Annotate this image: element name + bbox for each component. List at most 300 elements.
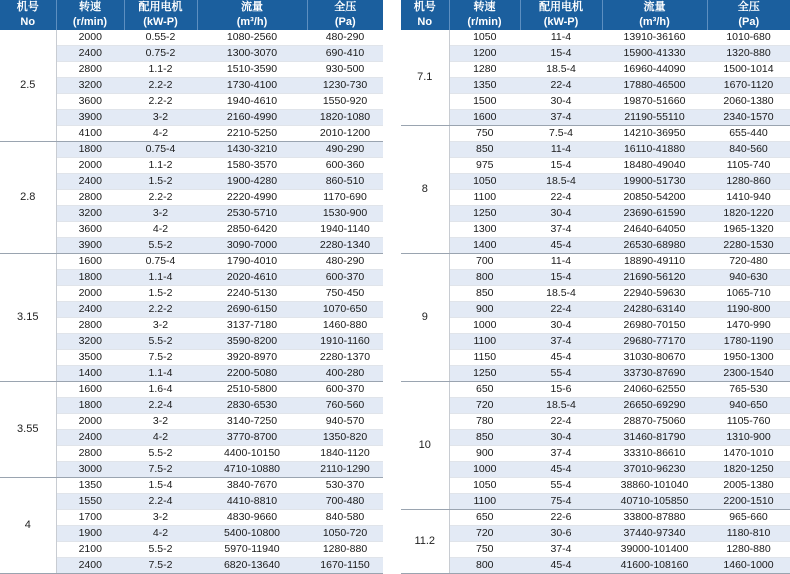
table-row: [401, 142, 790, 158]
motor-cell: 45-4: [520, 558, 602, 574]
table-row: [0, 142, 383, 158]
table-row: [0, 558, 383, 574]
motor-cell: 4-2: [124, 126, 197, 142]
pressure-cell: 1530-900: [307, 206, 383, 222]
speed-cell: 1100: [449, 190, 520, 206]
fan-number-cell: 8: [401, 126, 449, 254]
motor-cell: 1.6-4: [124, 382, 197, 398]
table-row: [0, 366, 383, 382]
speed-cell: 1100: [449, 494, 520, 510]
flow-cell: 2530-5710: [197, 206, 307, 222]
motor-cell: 15-4: [520, 270, 602, 286]
pressure-cell: 765-530: [707, 382, 790, 398]
header-speed-en: (r/min): [449, 15, 520, 30]
motor-cell: 3-2: [124, 206, 197, 222]
table-row: [0, 478, 383, 494]
speed-cell: 2000: [56, 30, 124, 46]
table-row: [0, 206, 383, 222]
speed-cell: 780: [449, 414, 520, 430]
motor-cell: 30-4: [520, 94, 602, 110]
flow-cell: 33730-87690: [602, 366, 707, 382]
motor-cell: 1.1-2: [124, 158, 197, 174]
motor-cell: 1.5-2: [124, 174, 197, 190]
motor-cell: 11-4: [520, 30, 602, 46]
flow-cell: 1940-4610: [197, 94, 307, 110]
motor-cell: 45-4: [520, 462, 602, 478]
flow-cell: 31460-81790: [602, 430, 707, 446]
pressure-cell: 1105-760: [707, 414, 790, 430]
speed-cell: 1050: [449, 478, 520, 494]
speed-cell: 850: [449, 142, 520, 158]
pressure-cell: 690-410: [307, 46, 383, 62]
flow-cell: 41600-108160: [602, 558, 707, 574]
header-row-en: [0, 15, 383, 30]
flow-cell: 39000-101400: [602, 542, 707, 558]
table-row: [0, 254, 383, 270]
table-row: [401, 526, 790, 542]
motor-cell: 2.2-2: [124, 302, 197, 318]
motor-cell: 75-4: [520, 494, 602, 510]
motor-cell: 37-4: [520, 446, 602, 462]
motor-cell: 7.5-2: [124, 558, 197, 574]
flow-cell: 2200-5080: [197, 366, 307, 382]
speed-cell: 975: [449, 158, 520, 174]
flow-cell: 22940-59630: [602, 286, 707, 302]
flow-cell: 23690-61590: [602, 206, 707, 222]
speed-cell: 1280: [449, 62, 520, 78]
table-row: [401, 414, 790, 430]
header-speed-cn: 转速: [449, 0, 520, 15]
motor-cell: 2.2-2: [124, 94, 197, 110]
motor-cell: 1.1-4: [124, 366, 197, 382]
flow-cell: 26650-69290: [602, 398, 707, 414]
pressure-cell: 1460-880: [307, 318, 383, 334]
motor-cell: 55-4: [520, 366, 602, 382]
motor-cell: 2.2-4: [124, 494, 197, 510]
pressure-cell: 1820-1220: [707, 206, 790, 222]
pressure-cell: 1050-720: [307, 526, 383, 542]
speed-cell: 3900: [56, 238, 124, 254]
flow-cell: 24640-64050: [602, 222, 707, 238]
speed-cell: 2800: [56, 190, 124, 206]
table-row: [0, 302, 383, 318]
header-no-en: No: [401, 15, 449, 30]
table-row: [401, 222, 790, 238]
flow-cell: 14210-36950: [602, 126, 707, 142]
speed-cell: 800: [449, 270, 520, 286]
table-row: [401, 286, 790, 302]
flow-cell: 33800-87880: [602, 510, 707, 526]
motor-cell: 37-4: [520, 222, 602, 238]
flow-cell: 2020-4610: [197, 270, 307, 286]
pressure-cell: 400-280: [307, 366, 383, 382]
table-row: [401, 494, 790, 510]
header-pressure-cn: 全压: [307, 0, 383, 15]
table-row: [401, 206, 790, 222]
pressure-cell: 1180-810: [707, 526, 790, 542]
speed-cell: 3500: [56, 350, 124, 366]
table-row: [401, 254, 790, 270]
speed-cell: 900: [449, 302, 520, 318]
motor-cell: 30-6: [520, 526, 602, 542]
flow-cell: 3770-8700: [197, 430, 307, 446]
motor-cell: 45-4: [520, 350, 602, 366]
motor-cell: 11-4: [520, 142, 602, 158]
table-row: [401, 318, 790, 334]
pressure-cell: 2060-1380: [707, 94, 790, 110]
pressure-cell: 2340-1570: [707, 110, 790, 126]
flow-cell: 4830-9660: [197, 510, 307, 526]
table-row: [401, 238, 790, 254]
motor-cell: 5.5-2: [124, 446, 197, 462]
speed-cell: 720: [449, 398, 520, 414]
speed-cell: 1100: [449, 334, 520, 350]
flow-cell: 13910-36160: [602, 30, 707, 46]
table-row: [0, 126, 383, 142]
header-speed-cn: 转速: [56, 0, 124, 15]
speed-cell: 3200: [56, 78, 124, 94]
table-row: [0, 494, 383, 510]
pressure-cell: 930-500: [307, 62, 383, 78]
pressure-cell: 860-510: [307, 174, 383, 190]
table-row: [401, 350, 790, 366]
motor-cell: 45-4: [520, 238, 602, 254]
motor-cell: 7.5-4: [520, 126, 602, 142]
pressure-cell: 655-440: [707, 126, 790, 142]
left-table-body: [0, 30, 383, 574]
pressure-cell: 600-370: [307, 270, 383, 286]
pressure-cell: 720-480: [707, 254, 790, 270]
pressure-cell: 1070-650: [307, 302, 383, 318]
flow-cell: 20850-54200: [602, 190, 707, 206]
motor-cell: 5.5-2: [124, 542, 197, 558]
flow-cell: 21690-56120: [602, 270, 707, 286]
flow-cell: 28870-75060: [602, 414, 707, 430]
flow-cell: 2510-5800: [197, 382, 307, 398]
table-row: [401, 94, 790, 110]
table-row: [401, 430, 790, 446]
speed-cell: 700: [449, 254, 520, 270]
motor-cell: 18.5-4: [520, 286, 602, 302]
pressure-cell: 1670-1150: [307, 558, 383, 574]
table-row: [0, 46, 383, 62]
flow-cell: 2160-4990: [197, 110, 307, 126]
pressure-cell: 1410-940: [707, 190, 790, 206]
speed-cell: 720: [449, 526, 520, 542]
pressure-cell: 490-290: [307, 142, 383, 158]
table-row: [401, 366, 790, 382]
table-row: [0, 414, 383, 430]
motor-cell: 5.5-2: [124, 238, 197, 254]
table-row: [0, 286, 383, 302]
motor-cell: 3-2: [124, 110, 197, 126]
speed-cell: 2000: [56, 158, 124, 174]
speed-cell: 2000: [56, 414, 124, 430]
flow-cell: 3590-8200: [197, 334, 307, 350]
speed-cell: 3600: [56, 94, 124, 110]
pressure-cell: 1670-1120: [707, 78, 790, 94]
pressure-cell: 480-290: [307, 254, 383, 270]
motor-cell: 7.5-2: [124, 462, 197, 478]
table-row: [0, 62, 383, 78]
speed-cell: 3200: [56, 206, 124, 222]
header-pressure-cn: 全压: [707, 0, 790, 15]
pressure-cell: 1940-1140: [307, 222, 383, 238]
motor-cell: 5.5-2: [124, 334, 197, 350]
table-row: [0, 334, 383, 350]
motor-cell: 0.75-2: [124, 46, 197, 62]
table-row: [0, 350, 383, 366]
speed-cell: 2100: [56, 542, 124, 558]
pressure-cell: 2280-1340: [307, 238, 383, 254]
speed-cell: 850: [449, 286, 520, 302]
fan-number-cell: 3.15: [0, 254, 56, 382]
pressure-cell: 1500-1014: [707, 62, 790, 78]
table-row: [401, 126, 790, 142]
speed-cell: 2400: [56, 430, 124, 446]
speed-cell: 1800: [56, 398, 124, 414]
flow-cell: 3090-7000: [197, 238, 307, 254]
motor-cell: 55-4: [520, 478, 602, 494]
speed-cell: 2800: [56, 446, 124, 462]
speed-cell: 1500: [449, 94, 520, 110]
pressure-cell: 750-450: [307, 286, 383, 302]
pressure-cell: 1170-690: [307, 190, 383, 206]
header-motor-en: (kW-P): [124, 15, 197, 30]
speed-cell: 1150: [449, 350, 520, 366]
flow-cell: 5970-11940: [197, 542, 307, 558]
pressure-cell: 1350-820: [307, 430, 383, 446]
speed-cell: 1700: [56, 510, 124, 526]
motor-cell: 0.75-4: [124, 254, 197, 270]
motor-cell: 11-4: [520, 254, 602, 270]
speed-cell: 2400: [56, 46, 124, 62]
speed-cell: 650: [449, 510, 520, 526]
flow-cell: 3840-7670: [197, 478, 307, 494]
table-row: [401, 190, 790, 206]
pressure-cell: 2010-1200: [307, 126, 383, 142]
table-row: [0, 270, 383, 286]
speed-cell: 1600: [449, 110, 520, 126]
flow-cell: 4410-8810: [197, 494, 307, 510]
pressure-cell: 1105-740: [707, 158, 790, 174]
table-row: [0, 222, 383, 238]
table-row: [0, 158, 383, 174]
speed-cell: 2800: [56, 62, 124, 78]
flow-cell: 1900-4280: [197, 174, 307, 190]
header-row-cn: [401, 0, 790, 15]
header-pressure-en: (Pa): [707, 15, 790, 30]
table-row: [0, 190, 383, 206]
header-row-en: [401, 15, 790, 30]
flow-cell: 24060-62550: [602, 382, 707, 398]
flow-cell: 18890-49110: [602, 254, 707, 270]
speed-cell: 1400: [56, 366, 124, 382]
motor-cell: 18.5-4: [520, 174, 602, 190]
pressure-cell: 1230-730: [307, 78, 383, 94]
table-row: [0, 462, 383, 478]
motor-cell: 37-4: [520, 334, 602, 350]
flow-cell: 37010-96230: [602, 462, 707, 478]
table-row: [0, 430, 383, 446]
header-no-cn: 机号: [401, 0, 449, 15]
pressure-cell: 480-290: [307, 30, 383, 46]
pressure-cell: 940-650: [707, 398, 790, 414]
table-row: [0, 382, 383, 398]
speed-cell: 2800: [56, 318, 124, 334]
table-row: [0, 318, 383, 334]
fan-number-cell: 2.8: [0, 142, 56, 254]
motor-cell: 1.5-2: [124, 286, 197, 302]
pressure-cell: 600-370: [307, 382, 383, 398]
table-row: [0, 30, 383, 46]
flow-cell: 2690-6150: [197, 302, 307, 318]
speed-cell: 3900: [56, 110, 124, 126]
header-flow-en: (m³/h): [602, 15, 707, 30]
table-row: [0, 174, 383, 190]
flow-cell: 26530-68980: [602, 238, 707, 254]
pressure-cell: 1280-880: [707, 542, 790, 558]
flow-cell: 21190-55110: [602, 110, 707, 126]
motor-cell: 37-4: [520, 110, 602, 126]
flow-cell: 1790-4010: [197, 254, 307, 270]
table-row: [401, 542, 790, 558]
motor-cell: 18.5-4: [520, 62, 602, 78]
pressure-cell: 1460-1000: [707, 558, 790, 574]
header-flow-cn: 流量: [197, 0, 307, 15]
pressure-cell: 1470-1010: [707, 446, 790, 462]
motor-cell: 22-4: [520, 302, 602, 318]
speed-cell: 1800: [56, 142, 124, 158]
flow-cell: 16960-44090: [602, 62, 707, 78]
flow-cell: 4400-10150: [197, 446, 307, 462]
flow-cell: 2220-4990: [197, 190, 307, 206]
pressure-cell: 1820-1080: [307, 110, 383, 126]
motor-cell: 30-4: [520, 430, 602, 446]
motor-cell: 22-4: [520, 78, 602, 94]
pressure-cell: 1470-990: [707, 318, 790, 334]
table-row: [0, 510, 383, 526]
pressure-cell: 2280-1530: [707, 238, 790, 254]
pressure-cell: 1910-1160: [307, 334, 383, 350]
motor-cell: 15-4: [520, 46, 602, 62]
speed-cell: 1300: [449, 222, 520, 238]
speed-cell: 800: [449, 558, 520, 574]
speed-cell: 750: [449, 542, 520, 558]
table-row: [401, 62, 790, 78]
table-row: [0, 78, 383, 94]
flow-cell: 1730-4100: [197, 78, 307, 94]
flow-cell: 16110-41880: [602, 142, 707, 158]
motor-cell: 30-4: [520, 206, 602, 222]
header-row-cn: [0, 0, 383, 15]
speed-cell: 1800: [56, 270, 124, 286]
speed-cell: 4100: [56, 126, 124, 142]
speed-cell: 650: [449, 382, 520, 398]
pressure-cell: 1840-1120: [307, 446, 383, 462]
flow-cell: 2210-5250: [197, 126, 307, 142]
flow-cell: 3920-8970: [197, 350, 307, 366]
flow-cell: 40710-105850: [602, 494, 707, 510]
flow-cell: 2830-6530: [197, 398, 307, 414]
speed-cell: 1250: [449, 366, 520, 382]
header-speed-en: (r/min): [56, 15, 124, 30]
motor-cell: 7.5-2: [124, 350, 197, 366]
pressure-cell: 760-560: [307, 398, 383, 414]
speed-cell: 1400: [449, 238, 520, 254]
table-row: [401, 158, 790, 174]
motor-cell: 22-4: [520, 190, 602, 206]
header-flow-cn: 流量: [602, 0, 707, 15]
table-row: [401, 46, 790, 62]
speed-cell: 2400: [56, 302, 124, 318]
flow-cell: 3137-7180: [197, 318, 307, 334]
fan-number-cell: 2.5: [0, 30, 56, 142]
motor-cell: 1.1-2: [124, 62, 197, 78]
motor-cell: 22-4: [520, 414, 602, 430]
motor-cell: 30-4: [520, 318, 602, 334]
pressure-cell: 1280-880: [307, 542, 383, 558]
flow-cell: 31030-80670: [602, 350, 707, 366]
speed-cell: 1900: [56, 526, 124, 542]
pressure-cell: 1310-900: [707, 430, 790, 446]
speed-cell: 750: [449, 126, 520, 142]
flow-cell: 26980-70150: [602, 318, 707, 334]
fan-number-cell: 7.1: [401, 30, 449, 126]
flow-cell: 17880-46500: [602, 78, 707, 94]
pressure-cell: 2200-1510: [707, 494, 790, 510]
header-pressure-en: (Pa): [307, 15, 383, 30]
table-row: [401, 302, 790, 318]
flow-cell: 2850-6420: [197, 222, 307, 238]
header-motor-cn: 配用电机: [520, 0, 602, 15]
pressure-cell: 700-480: [307, 494, 383, 510]
motor-cell: 2.2-2: [124, 78, 197, 94]
pressure-cell: 840-580: [307, 510, 383, 526]
pressure-cell: 940-630: [707, 270, 790, 286]
pressure-cell: 1780-1190: [707, 334, 790, 350]
table-row: [0, 238, 383, 254]
flow-cell: 1080-2560: [197, 30, 307, 46]
pressure-cell: 1965-1320: [707, 222, 790, 238]
speed-cell: 3000: [56, 462, 124, 478]
right-spec-table: [401, 0, 790, 574]
motor-cell: 15-4: [520, 158, 602, 174]
pressure-cell: 1280-860: [707, 174, 790, 190]
flow-cell: 4710-10880: [197, 462, 307, 478]
speed-cell: 1050: [449, 30, 520, 46]
flow-cell: 33310-86610: [602, 446, 707, 462]
flow-cell: 37440-97340: [602, 526, 707, 542]
speed-cell: 1200: [449, 46, 520, 62]
pressure-cell: 1320-880: [707, 46, 790, 62]
fan-number-cell: 9: [401, 254, 449, 382]
fan-number-cell: 4: [0, 478, 56, 574]
speed-cell: 2400: [56, 558, 124, 574]
pressure-cell: 2005-1380: [707, 478, 790, 494]
header-no-en: No: [0, 15, 56, 30]
flow-cell: 5400-10800: [197, 526, 307, 542]
pressure-cell: 1820-1250: [707, 462, 790, 478]
speed-cell: 900: [449, 446, 520, 462]
speed-cell: 3200: [56, 334, 124, 350]
motor-cell: 15-6: [520, 382, 602, 398]
motor-cell: 3-2: [124, 510, 197, 526]
speed-cell: 1550: [56, 494, 124, 510]
flow-cell: 19900-51730: [602, 174, 707, 190]
speed-cell: 2400: [56, 174, 124, 190]
table-row: [401, 174, 790, 190]
